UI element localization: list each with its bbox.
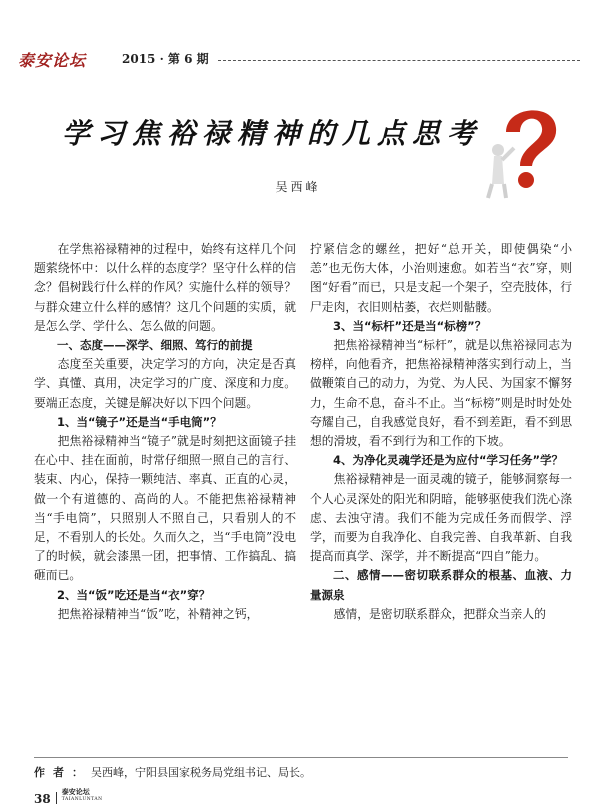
section-heading: 一、态度——深学、细照、笃行的前提 (57, 338, 253, 353)
footer-brand (62, 788, 103, 804)
subsection-heading: 1、当“镜子”还是当“手电筒”？ (57, 414, 222, 429)
paragraph: 在学焦裕禄精神的过程中，始终有这样几个问题萦绕怀中：以什么样的态度学？坚守什么样的信念？倡树践行什么样的作风？实施什么样的领导？与群众建立什么样的感情？这几个问题的实质，就是怎么学、学什么、怎么做的问题。 (34, 242, 296, 333)
page-header (18, 48, 578, 70)
paragraph: 焦裕禄精神是一面灵魂的镜子，能够洞察每一个人心灵深处的阳光和阴暗，能够驱使我们洗心涤虑、去浊守清。我们不能为完成任务而假学、浮学，而要为自我净化、自我完善、自我革新、自我提高而真学、深学，并不断提高“四自”能力。 (310, 472, 572, 564)
author-note (34, 764, 311, 780)
issue-number: 2015 · 第 6 期 (122, 52, 209, 66)
page-footer (34, 788, 103, 804)
subsection-heading: 3、当“标杆”还是当“标榜”？ (333, 318, 487, 333)
paragraph-continued: 拧紧信念的螺丝，把好“总开关，即使偶染“小恙”也无伤大体，小治则速愈。如若当“衣”穿，则图“好看”而已，只是支起一个架子，空壳肢体，行尸走肉，衣旧则枯萎，衣烂则骷髅。 (310, 242, 572, 314)
page-number: 38 (34, 792, 51, 806)
left-column (34, 240, 296, 624)
right-column (310, 240, 572, 624)
paragraph: 把焦裕禄精神当“镜子”就是时刻把这面镜子挂在心中、挂在面前，时常仔细照一照自己的言行、装束、内心，保持一颗纯洁、率真、正直的心灵，做一个有道德的、高尚的人。不能把焦裕禄精神当“手电筒”，只照别人不照自己，只看别人的不足，不看别人的长处。久而久之，当“手电筒”没电了的时候，就会漆黑一团，把事情、工作搞乱、搞砸而已。 (34, 434, 296, 583)
article-title: 学习焦裕禄精神的几点思考 (62, 117, 483, 150)
author-note-label: 作者： (34, 766, 91, 779)
footer-brand-english: TAIANLUNTAN (61, 797, 103, 802)
subsection-heading: 2、当“饭”吃还是当“衣”穿？ (57, 587, 211, 602)
footnote-rule (34, 757, 568, 758)
paragraph: 态度至关重要，决定学习的方向，决定是否真学、真懂、真用，决定学习的广度、深度和力度。要端正态度，关键是解决好以下四个问题。 (34, 357, 296, 410)
paragraph: 把焦裕禄精神当“标杆”，就是以焦裕禄同志为榜样，向他看齐，把焦裕禄精神落实到行动上，当做鞭策自己的动力，为党、为人民、为国家不懈努力，生命不息，奋斗不止。当“标榜”则是时时处处夸耀自己，自我感觉良好，看不到差距，看不到思想的滑坡，看不到行为和工作的下坡。 (310, 338, 572, 449)
footer-separator (56, 792, 57, 804)
header-rule (218, 60, 580, 61)
subsection-heading: 4、为净化灵魂学还是为应付“学习任务”学？ (333, 453, 564, 468)
footer-brand-chinese: 泰安论坛 (61, 787, 90, 796)
author-note-text: 吴西峰，宁阳县国家税务局党组书记、局长。 (91, 766, 311, 779)
article-author: 吴西峰 (275, 180, 321, 194)
paragraph: 把焦裕禄精神当“饭”吃，补精神之钙， (57, 606, 259, 621)
paragraph: 感情，是密切联系群众，把群众当亲人的 (333, 606, 546, 621)
section-heading: 二、感情——密切联系群众的根基、血液、力量源泉 (310, 568, 572, 602)
journal-brand: 泰安论坛 (18, 51, 87, 70)
